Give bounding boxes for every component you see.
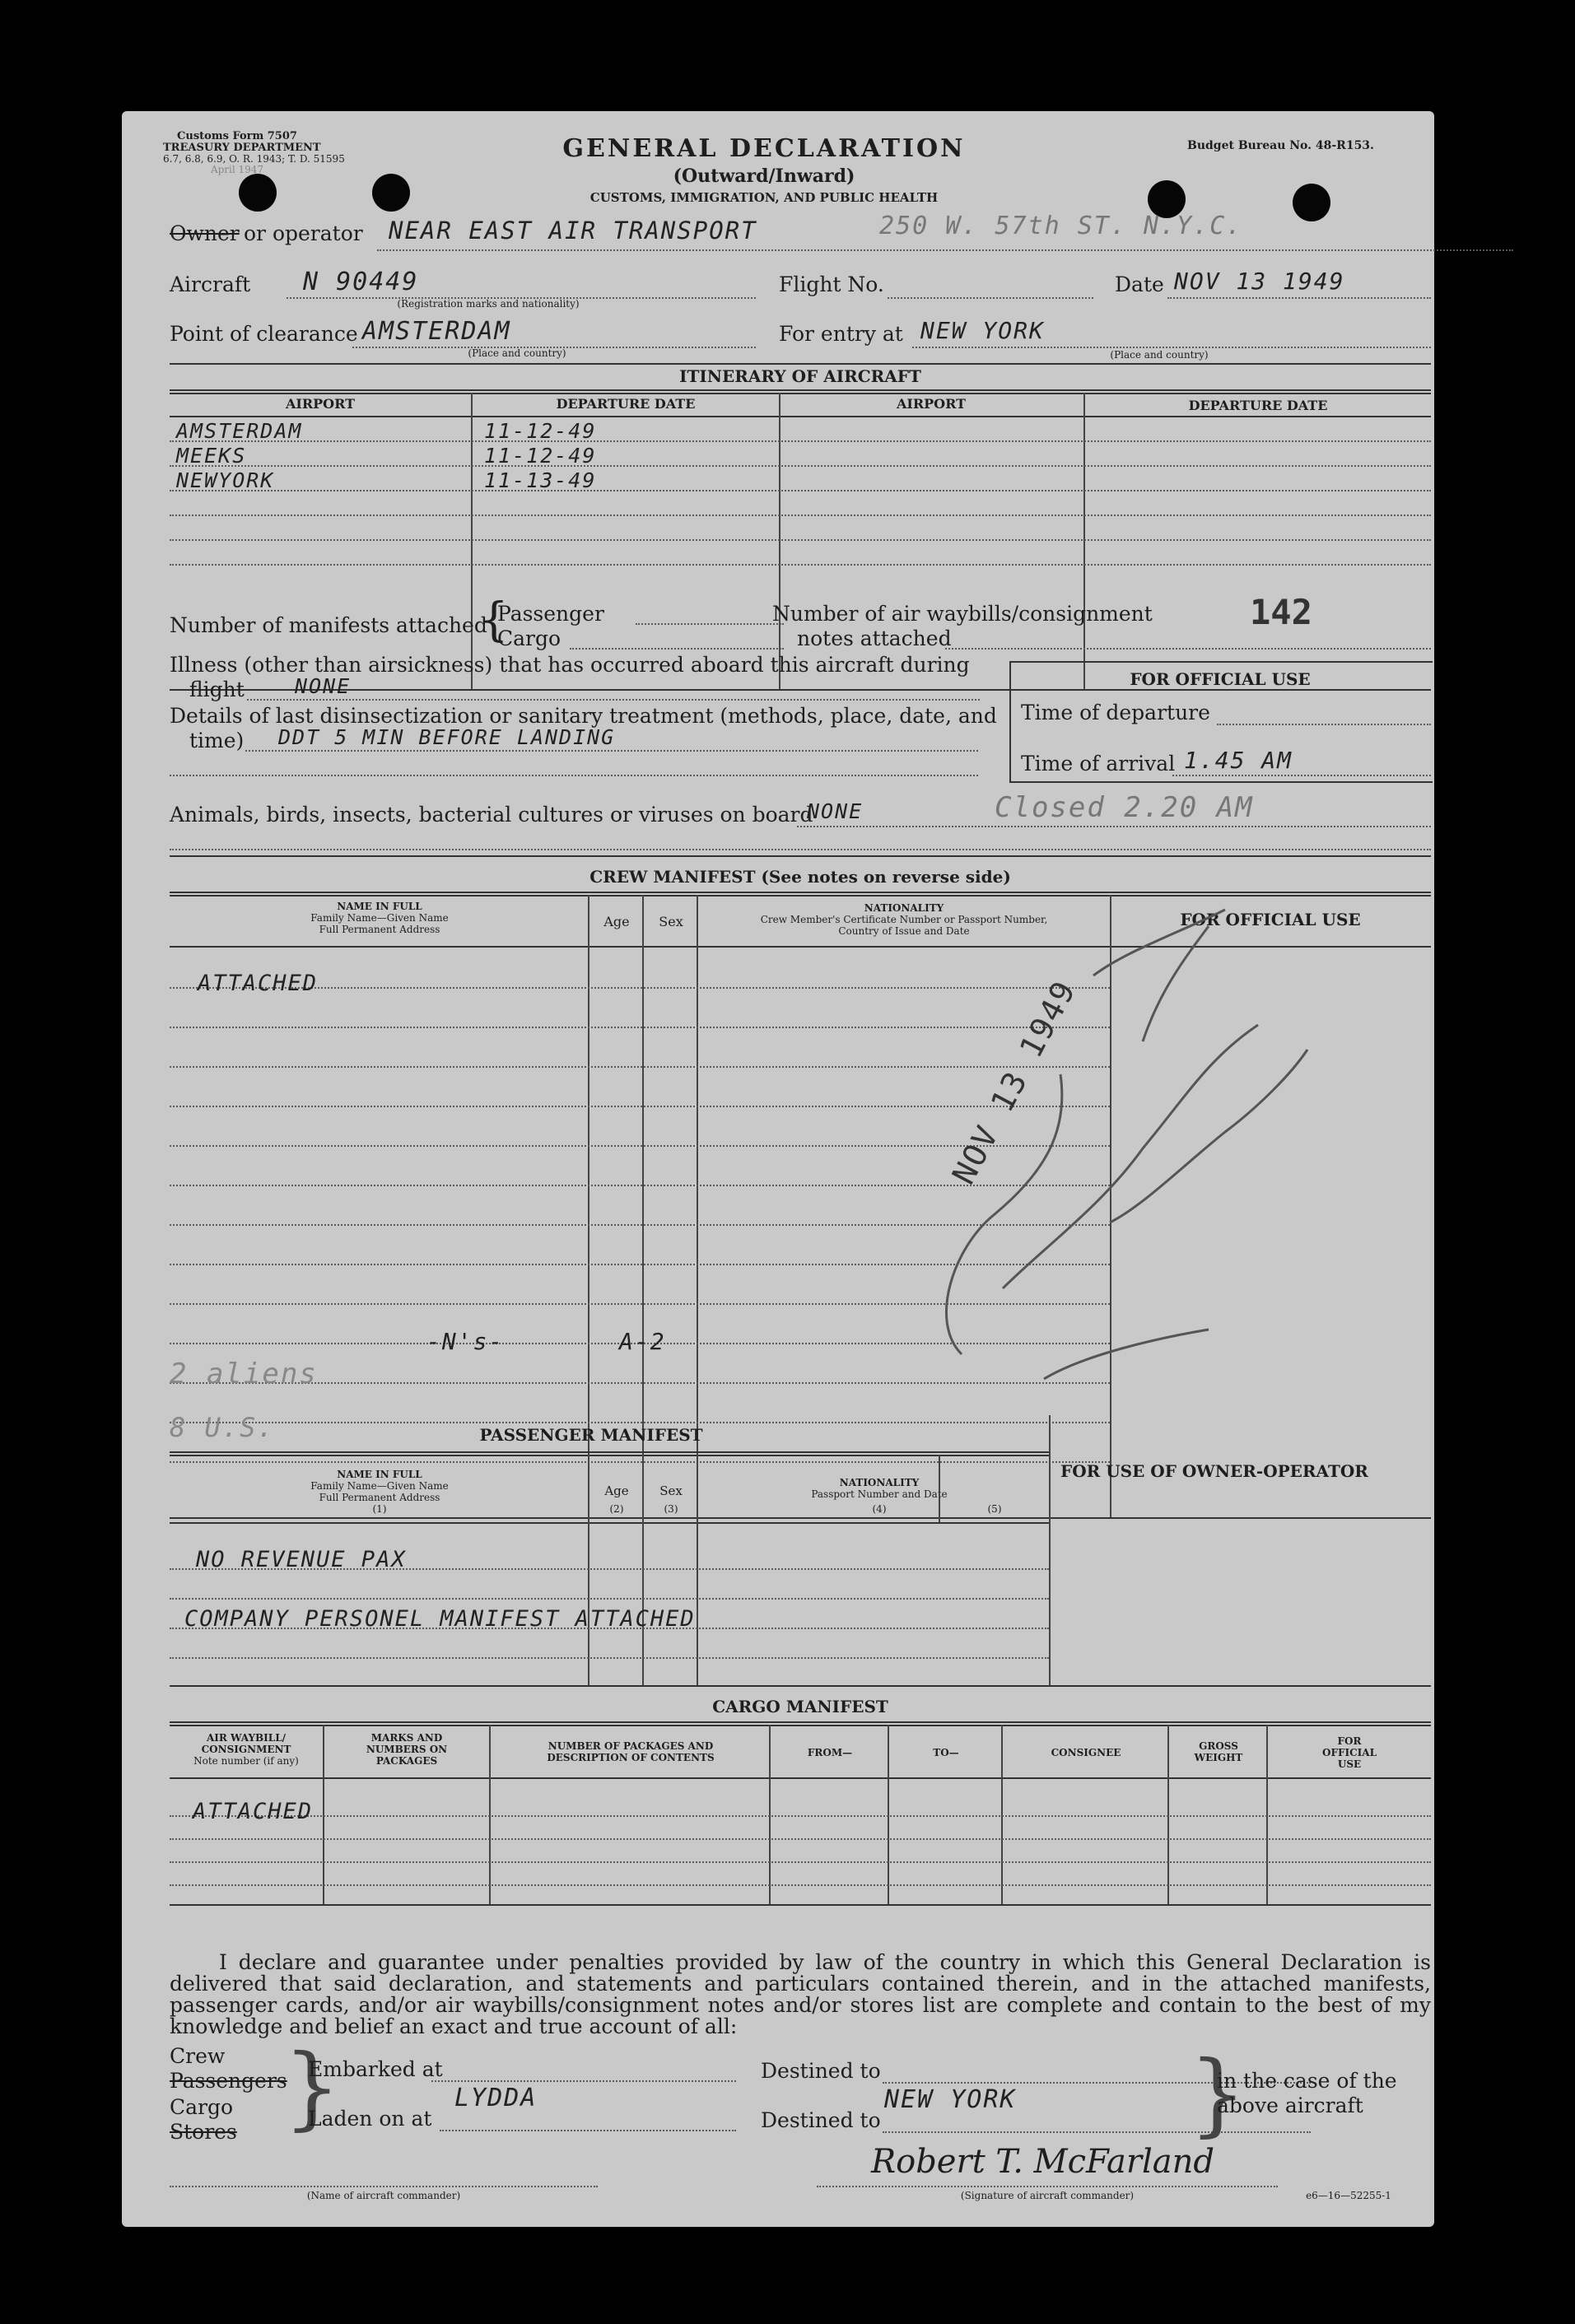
operator-address: 250 W. 57th ST. N.Y.C.: [879, 212, 1243, 240]
crew-header-sex: Sex: [659, 914, 683, 929]
cargo-header-from: FROM—: [807, 1747, 853, 1758]
decl-destined: Destined to: [761, 2059, 881, 2083]
animals-line: [170, 849, 1431, 850]
crew-entry: ATTACHED: [198, 971, 319, 996]
cargo-title: CARGO MANIFEST: [712, 1697, 888, 1716]
form-subtitle: (Outward/Inward): [673, 165, 855, 187]
waybills-stamp: 142: [1250, 592, 1312, 632]
passenger-header-name: Full Permanent Address: [319, 1492, 440, 1503]
form-id-line: TREASURY DEPARTMENT: [163, 142, 321, 154]
cargo-header-to: TO—: [933, 1747, 959, 1758]
cargo-row-line: [170, 1838, 1431, 1840]
disinsect-value: DDT 5 MIN BEFORE LANDING: [278, 725, 616, 749]
cargo-header-number: DESCRIPTION OF CONTENTS: [547, 1752, 715, 1763]
passenger-rule: [170, 1685, 1431, 1687]
cargo-header-waybill: Note number (if any): [193, 1755, 299, 1767]
cargo-rule: [170, 1725, 1431, 1726]
crew-header-name: Full Permanent Address: [319, 924, 440, 935]
declaration-text: I declare and guarantee under penalties provided by law of the country in which this General Declaration is delivered that said declaration, and statements and particulars contained therein, and in the attached manifests, passenger cards, and/or air waybills/consignment notes and/or stores list are complete and contain to the best of my knowledge and belief an exact and true account of all:: [170, 1950, 1431, 2038]
itinerary-date: 11-13-49: [484, 468, 597, 492]
operator-value: NEAR EAST AIR TRANSPORT: [389, 217, 757, 245]
itinerary-header: DEPARTURE DATE: [556, 396, 696, 412]
cargo-header-consignee: CONSIGNEE: [1051, 1747, 1121, 1758]
crew-rule: [170, 1517, 1431, 1519]
passenger-rule: [170, 1455, 1049, 1456]
crew-header-name: NAME IN FULL: [337, 901, 422, 912]
itinerary-rule: [170, 389, 1431, 391]
aircraft-sub: (Registration marks and nationality): [397, 298, 580, 310]
cargo-col: [323, 1725, 324, 1904]
official-arrival-label: Time of arrival: [1021, 752, 1176, 775]
form-id-line: 6.7, 6.8, 6.9, O. R. 1943; T. D. 51595: [163, 153, 345, 165]
commander-signature-line: [817, 2186, 1278, 2187]
date-line: [1167, 297, 1431, 299]
animals-label: Animals, birds, insects, bacterial cultures or viruses on board: [170, 803, 813, 827]
passenger-margin-note: 8 U.S.: [170, 1412, 275, 1443]
decl-embarked: Embarked at: [308, 2057, 443, 2081]
cargo-header-official: FOR: [1337, 1735, 1362, 1747]
itinerary-airport: MEEKS: [176, 444, 247, 468]
passenger-title: PASSENGER MANIFEST: [479, 1425, 703, 1445]
passenger-entry: COMPANY PERSONEL MANIFEST ATTACHED: [184, 1606, 696, 1632]
received-stamp: NOV 13 1949: [945, 974, 1083, 1190]
punch-hole: [372, 174, 410, 212]
operator-line: [377, 249, 1513, 251]
cargo-header-official: USE: [1337, 1758, 1362, 1770]
cargo-header-marks: PACKAGES: [375, 1755, 438, 1767]
crew-header-age: Age: [603, 914, 630, 929]
waybills-label: Number of air waybills/consignment: [772, 602, 1153, 626]
itinerary-row-line: [170, 440, 1431, 442]
commander-name-line: [170, 2186, 598, 2187]
itinerary-airport: NEWYORK: [176, 468, 275, 492]
passenger-col: [642, 1455, 644, 1685]
cargo-col: [888, 1725, 889, 1904]
decl-case-text: in the case of the: [1217, 2069, 1397, 2093]
crew-header-nat: NATIONALITY: [864, 902, 944, 914]
itinerary-row-line: [170, 515, 1431, 516]
passenger-col: [697, 1455, 698, 1685]
crew-header-name: Family Name—Given Name: [310, 912, 449, 924]
crew-title: CREW MANIFEST (See notes on reverse side): [589, 867, 1011, 887]
crew-rule: [170, 855, 1431, 857]
decl-stores: Stores: [170, 2120, 237, 2144]
passenger-header-age: Age: [604, 1483, 629, 1498]
crew-header-nat: Country of Issue and Date: [838, 925, 970, 937]
owner-label-struck: Owner: [170, 221, 240, 245]
itinerary-row-line: [170, 465, 1431, 467]
cargo-header-weight: WEIGHT: [1194, 1752, 1243, 1763]
itinerary-rule: [170, 363, 1431, 365]
official-departure-line: [1217, 724, 1431, 725]
punch-hole: [1293, 184, 1330, 221]
waybills-label: notes attached: [797, 626, 952, 650]
itinerary-rule: [170, 416, 1431, 417]
animals-value: NONE: [807, 799, 864, 823]
itinerary-row-line: [170, 490, 1431, 491]
itinerary-row-line: [170, 539, 1431, 541]
decl-laden-value: LYDDA: [454, 2084, 538, 2112]
decl-embarked-line: [431, 2080, 736, 2082]
inspector-signature: [797, 860, 1324, 1437]
commander-signature: Robert T. McFarland: [871, 2143, 1214, 2181]
owner-operator-use: FOR USE OF OWNER-OPERATOR: [1060, 1461, 1368, 1481]
itinerary-col: [1083, 393, 1085, 691]
cargo-rule: [170, 1904, 1431, 1906]
disinsect-label: Details of last disinsectization or sanitary treatment (methods, place, date, and: [170, 704, 997, 728]
decl-case-text: above aircraft: [1217, 2093, 1363, 2117]
disinsect-line: [245, 750, 978, 752]
cargo-header-official: OFFICIAL: [1321, 1747, 1377, 1758]
entry-label: For entry at: [779, 322, 903, 346]
cargo-row-line: [170, 1815, 1431, 1817]
official-departure-label: Time of departure: [1021, 701, 1210, 724]
animals-note: Closed 2.20 AM: [995, 791, 1254, 824]
passenger-rule: [170, 1451, 1049, 1453]
decl-dest-value: NEW YORK: [884, 2085, 1017, 2114]
passenger-header-age: (2): [609, 1503, 624, 1515]
cargo-header-weight: GROSS: [1199, 1740, 1238, 1752]
official-use-title: FOR OFFICIAL USE: [1130, 669, 1311, 689]
punch-hole: [239, 174, 277, 212]
cargo-header-marks: NUMBERS ON: [366, 1744, 448, 1755]
cargo-header-waybill: CONSIGNMENT: [201, 1744, 291, 1755]
crew-row-code: A-2: [619, 1328, 666, 1355]
passenger-header-sex: (3): [664, 1503, 678, 1515]
passenger-header-5: (5): [987, 1503, 1002, 1515]
decl-brace: }: [283, 2034, 341, 2140]
manifests-label: Number of manifests attached: [170, 613, 487, 637]
itinerary-date: 11-12-49: [484, 444, 597, 468]
disinsect-line: [170, 775, 978, 776]
passenger-header-name: (1): [372, 1503, 387, 1515]
decl-crew: Crew: [170, 2044, 226, 2068]
illness-value: NONE: [295, 674, 352, 698]
itinerary-date: 11-12-49: [484, 419, 597, 443]
flight-label: Flight No.: [779, 272, 884, 296]
passenger-row-line: [170, 1657, 1049, 1659]
cargo-row-line: [170, 1884, 1431, 1886]
manifests-passenger-line: [636, 623, 784, 625]
passenger-header-name: NAME IN FULL: [337, 1469, 422, 1480]
itinerary-header: AIRPORT: [896, 396, 967, 412]
illness-label: Illness (other than airsickness) that has occurred aboard this aircraft during: [170, 653, 970, 677]
manifests-cargo-line: [570, 648, 784, 650]
itinerary-row-line: [170, 564, 1431, 566]
official-arrival-line: [1172, 775, 1431, 776]
cargo-col: [1266, 1725, 1268, 1904]
manifests-brace: {: [479, 594, 509, 647]
cargo-rule: [170, 1777, 1431, 1779]
cargo-col: [1001, 1725, 1003, 1904]
passenger-col: [588, 1455, 589, 1685]
decl-laden: Laden on at: [308, 2107, 432, 2131]
passenger-rule: [170, 1522, 1049, 1524]
crew-row-line: [170, 1461, 1110, 1463]
manifests-passenger: Passenger: [497, 602, 604, 626]
passenger-header-name: Family Name—Given Name: [310, 1480, 449, 1492]
decl-laden-line: [440, 2130, 736, 2131]
itinerary-col: [779, 393, 781, 691]
flight-line: [888, 297, 1093, 299]
passenger-header-sex: Sex: [659, 1483, 683, 1498]
itinerary-title: ITINERARY OF AIRCRAFT: [679, 366, 921, 386]
crew-header-nat: Crew Member's Certificate Number or Passport Number,: [760, 914, 1048, 925]
crew-header-official: FOR OFFICIAL USE: [1180, 910, 1361, 929]
entry-sub: (Place and country): [1110, 349, 1209, 361]
entry-value: NEW YORK: [920, 317, 1045, 344]
declaration-form: [122, 111, 1434, 2227]
aircraft-label: Aircraft: [170, 272, 251, 296]
cargo-rule: [170, 1721, 1431, 1723]
passenger-header-nat: (4): [872, 1503, 887, 1515]
illness-line: [247, 699, 980, 701]
crew-margin-note: 2 aliens: [170, 1358, 318, 1390]
cargo-header-number: NUMBER OF PACKAGES AND: [548, 1740, 714, 1752]
manifests-cargo: Cargo: [497, 626, 562, 650]
budget-bureau: Budget Bureau No. 48-R153.: [1187, 139, 1374, 152]
aircraft-value: N 90449: [303, 268, 419, 296]
clearance-sub: (Place and country): [468, 347, 566, 359]
cargo-col: [489, 1725, 491, 1904]
decl-destined-line: [883, 2131, 1311, 2133]
disinsect-label: time): [189, 729, 245, 752]
itinerary-col: [471, 393, 473, 691]
crew-row-note: -N's-: [426, 1328, 505, 1355]
print-code: e6—16—52255-1: [1306, 2190, 1391, 2201]
decl-cargo: Cargo: [170, 2095, 234, 2119]
passenger-col: [1049, 1415, 1051, 1685]
cargo-row-line: [170, 1861, 1431, 1863]
cargo-header-marks: MARKS AND: [370, 1732, 443, 1744]
form-id-line: April 1947: [210, 164, 264, 175]
cargo-col: [1167, 1725, 1169, 1904]
passenger-header-nat: NATIONALITY: [839, 1477, 920, 1488]
passenger-col: [939, 1455, 940, 1522]
clearance-value: AMSTERDAM: [362, 317, 511, 346]
passenger-header-nat: Passport Number and Date: [811, 1488, 948, 1500]
decl-case-brace: }: [1189, 2041, 1246, 2146]
decl-passengers: Passengers: [170, 2069, 287, 2093]
clearance-label: Point of clearance: [170, 322, 358, 346]
official-arrival-value: 1.45 AM: [1184, 747, 1293, 774]
animals-line: [797, 826, 1431, 827]
operator-label: or operator: [244, 221, 363, 245]
form-id-line: Customs Form 7507: [177, 130, 297, 142]
date-label: Date: [1115, 272, 1164, 296]
itinerary-airport: AMSTERDAM: [176, 419, 303, 443]
date-value: NOV 13 1949: [1174, 268, 1345, 295]
waybills-line: [945, 648, 1431, 650]
cargo-header-waybill: AIR WAYBILL/: [206, 1732, 287, 1744]
entry-line: [912, 347, 1431, 348]
itinerary-header: AIRPORT: [285, 396, 356, 412]
form-title: GENERAL DECLARATION: [562, 134, 966, 163]
form-agencies: CUSTOMS, IMMIGRATION, AND PUBLIC HEALTH: [589, 190, 939, 205]
commander-signature-label: (Signature of aircraft commander): [960, 2190, 1135, 2201]
illness-label: flight: [189, 678, 245, 701]
cargo-col: [769, 1725, 771, 1904]
passenger-row-line: [170, 1598, 1049, 1600]
commander-name-label: (Name of aircraft commander): [306, 2190, 461, 2201]
passenger-entry: NO REVENUE PAX: [196, 1547, 407, 1572]
itinerary-rule: [170, 393, 1431, 394]
itinerary-header: DEPARTURE DATE: [1188, 398, 1328, 413]
cargo-entry: ATTACHED: [193, 1799, 314, 1824]
decl-destined: Destined to: [761, 2108, 881, 2132]
